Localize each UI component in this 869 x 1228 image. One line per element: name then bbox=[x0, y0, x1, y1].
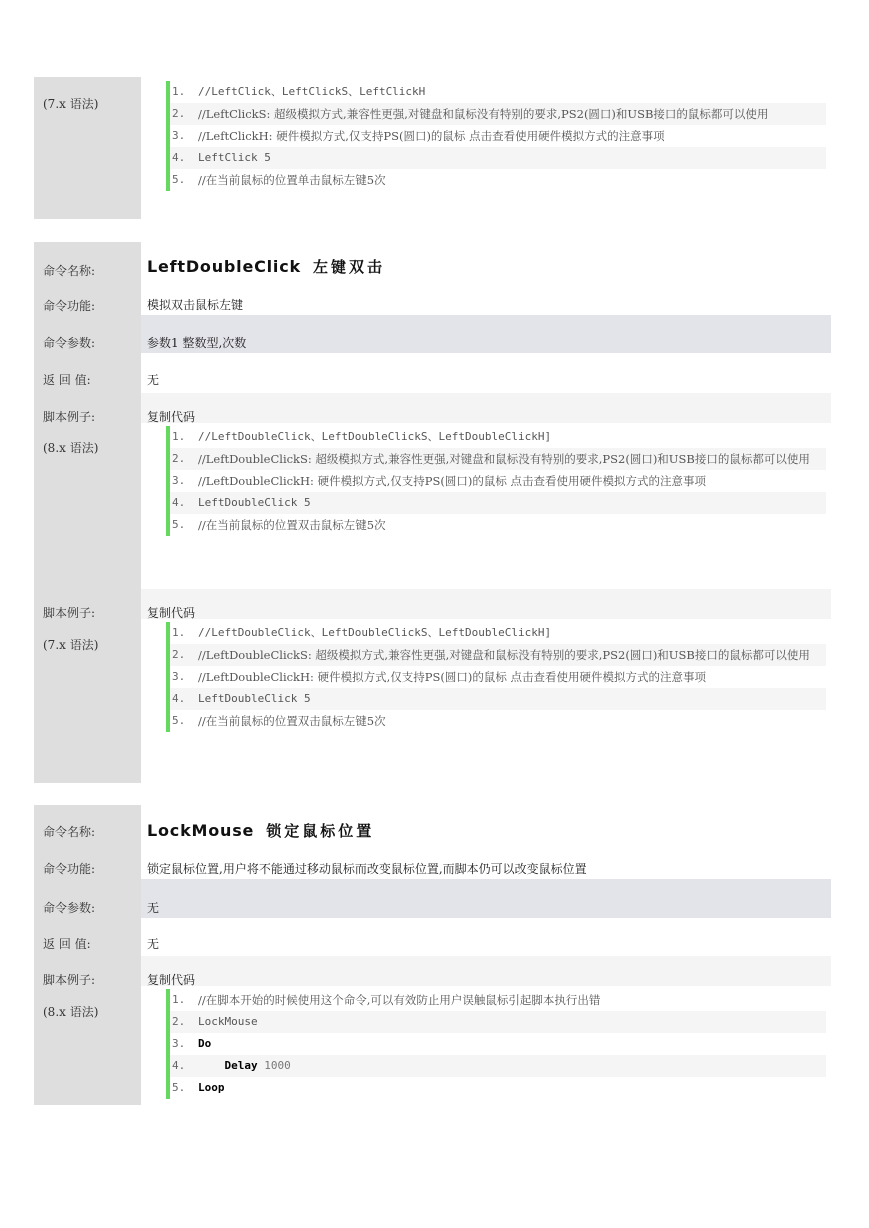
command-function-label: 命令功能: bbox=[43, 299, 96, 313]
code-line: 2. //LeftDoubleClickS: 超级模拟方式,兼容性更强,对键盘和鼠标没有特别的要求,PS2(圆口)和USB接口的鼠标都可以使用 bbox=[170, 448, 826, 470]
code-line: 4. LeftDoubleClick 5 bbox=[170, 688, 826, 710]
return-value-label: 返 回 值: bbox=[43, 937, 91, 951]
example-label: 脚本例子: bbox=[43, 410, 96, 424]
code-block bbox=[166, 989, 826, 1099]
command-params-value: 参数1 整数型,次数 bbox=[147, 336, 247, 350]
code-block bbox=[166, 426, 826, 536]
code-line: 3. Do bbox=[172, 1037, 212, 1050]
code-line: 1. //LeftDoubleClick、LeftDoubleClickS、LeftDoubleClickH] bbox=[172, 430, 552, 443]
command-params-label: 命令参数: bbox=[43, 336, 96, 350]
return-value: 无 bbox=[147, 937, 160, 951]
command-name-en: LockMouse bbox=[147, 821, 255, 840]
command-name-cn: 锁定鼠标位置 bbox=[266, 822, 375, 840]
command-name-row bbox=[141, 242, 831, 292]
code-block bbox=[166, 81, 826, 191]
command-function-label: 命令功能: bbox=[43, 862, 96, 876]
command-title bbox=[147, 820, 374, 841]
copy-code-link[interactable]: 复制代码 bbox=[147, 410, 196, 424]
copy-code-link[interactable]: 复制代码 bbox=[147, 606, 196, 620]
syntax-label: (7.x 语法) bbox=[43, 97, 99, 111]
syntax-label: (8.x 语法) bbox=[43, 1005, 99, 1019]
command-function-row bbox=[141, 853, 831, 879]
return-value-row bbox=[141, 353, 831, 393]
command-leftdoubleclick bbox=[34, 242, 831, 783]
code-line: 3. //LeftClickH: 硬件模拟方式,仅支持PS(圆口)的鼠标 点击查看使用硬件模拟方式的注意事项 bbox=[172, 129, 665, 143]
return-value: 无 bbox=[147, 373, 160, 387]
command-name-label: 命令名称: bbox=[43, 825, 96, 839]
command-params-value: 无 bbox=[147, 901, 160, 915]
syntax-label: (7.x 语法) bbox=[43, 638, 99, 652]
code-line: 4. LeftDoubleClick 5 bbox=[170, 492, 826, 514]
code-line: 5. //在当前鼠标的位置单击鼠标左键5次 bbox=[172, 173, 386, 187]
code-block bbox=[166, 622, 826, 732]
example-header-bg bbox=[141, 956, 831, 986]
example-label: 脚本例子: bbox=[43, 606, 96, 620]
code-line: 4. Delay 1000 bbox=[170, 1055, 826, 1077]
command-title bbox=[147, 256, 385, 277]
code-line: 4. LeftClick 5 bbox=[170, 147, 826, 169]
prev-command-example-block bbox=[34, 77, 831, 219]
command-name-cn: 左键双击 bbox=[312, 258, 385, 276]
copy-code-link[interactable]: 复制代码 bbox=[147, 973, 196, 987]
code-line: 5. Loop bbox=[172, 1081, 225, 1094]
code-line: 2. LockMouse bbox=[170, 1011, 826, 1033]
label-column bbox=[34, 805, 141, 1105]
code-line: 3. //LeftDoubleClickH: 硬件模拟方式,仅支持PS(圆口)的鼠标 点击查看使用硬件模拟方式的注意事项 bbox=[172, 474, 706, 488]
example-header-bg bbox=[141, 393, 831, 423]
command-function-value: 模拟双击鼠标左键 bbox=[147, 298, 244, 312]
label-column bbox=[34, 242, 141, 783]
command-params-row bbox=[141, 315, 831, 353]
code-line: 2. //LeftClickS: 超级模拟方式,兼容性更强,对键盘和鼠标没有特别的要求,PS2(圆口)和USB接口的鼠标都可以使用 bbox=[170, 103, 826, 125]
command-function-value: 锁定鼠标位置,用户将不能通过移动鼠标而改变鼠标位置,而脚本仍可以改变鼠标位置 bbox=[147, 862, 587, 876]
code-line: 2. //LeftDoubleClickS: 超级模拟方式,兼容性更强,对键盘和鼠标没有特别的要求,PS2(圆口)和USB接口的鼠标都可以使用 bbox=[170, 644, 826, 666]
command-params-label: 命令参数: bbox=[43, 901, 96, 915]
syntax-label: (8.x 语法) bbox=[43, 441, 99, 455]
command-name-en: LeftDoubleClick bbox=[147, 257, 301, 276]
command-function-row bbox=[141, 290, 831, 315]
code-line: 3. //LeftDoubleClickH: 硬件模拟方式,仅支持PS(圆口)的鼠标 点击查看使用硬件模拟方式的注意事项 bbox=[172, 670, 706, 684]
return-value-label: 返 回 值: bbox=[43, 373, 91, 387]
example-label: 脚本例子: bbox=[43, 973, 96, 987]
code-line: 1. //LeftDoubleClick、LeftDoubleClickS、LeftDoubleClickH] bbox=[172, 626, 552, 639]
command-params-row bbox=[141, 879, 831, 918]
code-line: 1. //在脚本开始的时候使用这个命令,可以有效防止用户误触鼠标引起脚本执行出错 bbox=[172, 993, 601, 1007]
command-lockmouse bbox=[34, 805, 831, 1105]
code-line: 5. //在当前鼠标的位置双击鼠标左键5次 bbox=[172, 714, 386, 728]
return-value-row bbox=[141, 918, 831, 956]
code-line: 1. //LeftClick、LeftClickS、LeftClickH bbox=[172, 85, 426, 98]
command-name-row bbox=[141, 805, 831, 855]
example-header-bg bbox=[141, 589, 831, 619]
command-name-label: 命令名称: bbox=[43, 264, 96, 278]
code-line: 5. //在当前鼠标的位置双击鼠标左键5次 bbox=[172, 518, 386, 532]
